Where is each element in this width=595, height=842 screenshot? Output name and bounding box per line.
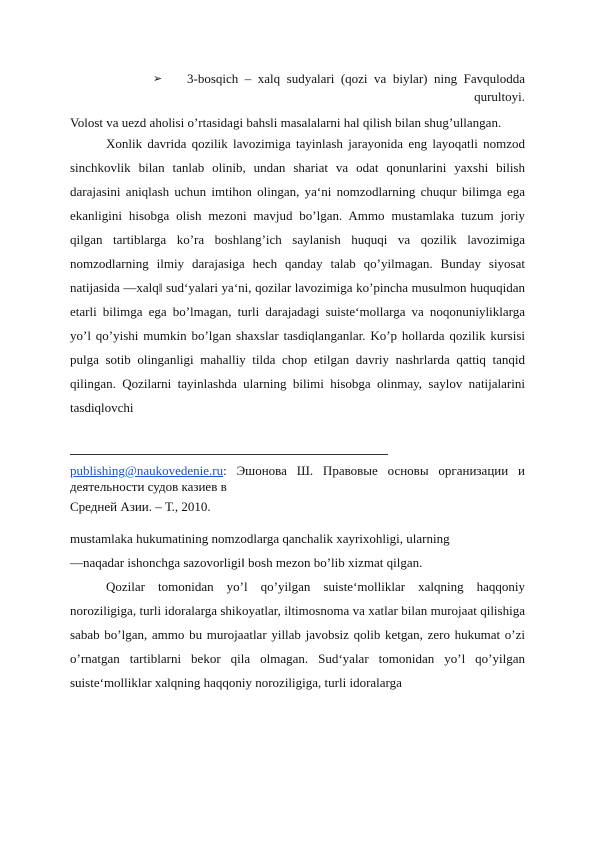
footnote-text: : Эшонова Ш. Правовые основы организации и деятельности судов казиев в — [70, 463, 525, 494]
footnote-source-line: Средней Азии. – Т., 2010. — [70, 499, 211, 514]
bullet-item — [70, 70, 525, 106]
continuation-line-2: ―naqadar ishonchga sazovorligi‖ bosh mezon bo’lib xizmat qilgan. — [70, 555, 423, 570]
footnote — [70, 463, 525, 495]
footnote-email-link[interactable]: publishing@naukovedenie.ru — [70, 463, 224, 478]
page-content — [70, 70, 525, 695]
continuation-line-1: mustamlaka hukumatining nomzodlarga qanchalik xayrixohligi, ularning — [70, 531, 450, 546]
paragraph-volost: Volost va uezd aholisi o’rtasidagi bahsli masalalarni hal qilish bilan shug’ullangan. — [70, 115, 502, 130]
arrow-bullet-icon: ➢ — [153, 72, 163, 85]
paragraph-abuses: Qozilar tomonidan yo’l qo’yilgan suiste‘molliklar xalqning haqqoniy noroziligiga, turli idoralarga shikoyatlar, iltimosnoma va xatlar bilan murojaat qilishiga sabab bo’lgan, ammo bu murojaatlar yillab javobsiz qolib ketgan, zero hukumat o’zi o’rnatgan tartiblarni bekor qila olmagan. Sud‘yalar tomonidan yo’l qo’yilgan suiste‘molliklar xalqning haqqoniy noroziligiga, turli idoralarga — [70, 579, 525, 690]
paragraph-khanate: Xonlik davrida qozilik lavozimiga tayinlash jarayonida eng layoqatli nomzod sinchkovlik bilan tanlab olinib, undan shariat va odat qonunlarini yaxshi bilish darajasini aniqlash uchun imtihon olingan, ya‘ni nomzodlarning chuqur bilimga ega ekanligini hisobga olish mezoni mavjud bo’lgan. Ammo mustamlaka tuzum joriy qilgan tartiblarga ko’ra boshlang’ich saylanish huquqi va qozilik lavozimiga nomzodlarning ilmiy darajasiga hech qanday talab qo’yilmagan. Bunday siyosat natijasida ―xalq‖ sud‘yalari ya‘ni, qozilar lavozimiga ko’pincha musulmon huquqidan etarli bilimga ega bo’lmagan, turli darajadagi suiste‘mollarga va noqonuniyliklarga yo’l qo’yishi mumkin bo’lgan shaxslar tasdiqlanganlar. Ko’p hollarda qozilik kursisi pulga sotib olinganligi mahalliy tilda chop etilgan davriy nashrlarda qattiq tanqid qilingan. Qozilarni tayinlashda ularning bilimi hisobga olinmay, saylov natijalarini tasdiqlovchi — [70, 136, 525, 415]
bullet-text: 3-bosqich – xalq sudyalari (qozi va biylar) ning Favqulodda qurultoyi. — [187, 71, 525, 104]
footnote-divider — [70, 454, 388, 455]
